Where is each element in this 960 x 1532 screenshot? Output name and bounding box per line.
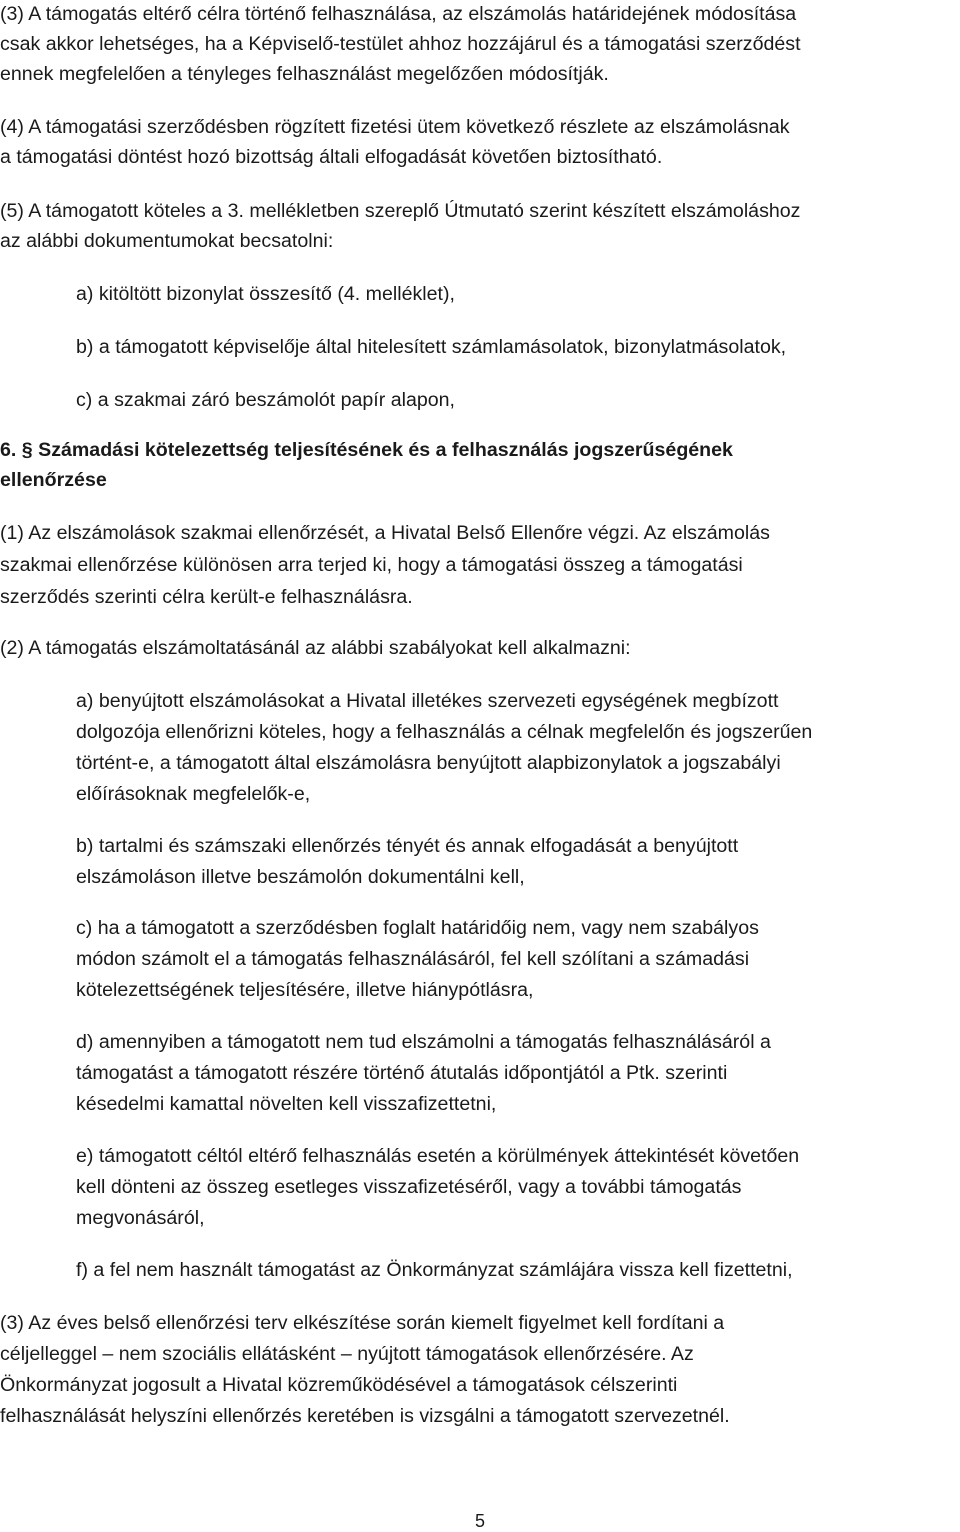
section-6-para-3-line-3: Önkormányzat jogosult a Hivatal közreműködésével a támogatások célszerinti [0, 1374, 678, 1396]
section-6-para-2-item-a-line-2: dolgozója ellenőrizni köteles, hogy a felhasználás a célnak megfelelőn és jogszerűen [76, 721, 813, 743]
paragraph-5-item-b: b) a támogatott képviselője által hitelesített számlamásolatok, bizonylatmásolatok, [76, 336, 787, 358]
paragraph-5-item-a: a) kitöltött bizonylat összesítő (4. melléklet), [76, 283, 455, 305]
section-6-para-1-line-3: szerződés szerinti célra került-e felhasználásra. [0, 586, 413, 608]
section-6-heading-line-1: 6. § Számadási kötelezettség teljesítésének és a felhasználás jogszerűségének [0, 439, 733, 461]
section-6-para-2-item-e-line-2: kell dönteni az összeg esetleges visszafizetéséről, vagy a további támogatás [76, 1176, 742, 1198]
section-6-para-2-item-e-line-3: megvonásáról, [76, 1207, 205, 1229]
paragraph-4-line-1: (4) A támogatási szerződésben rögzített fizetési ütem következő részlete az elszámolásnak [0, 116, 790, 138]
section-6-para-2-item-a-line-1: a) benyújtott elszámolásokat a Hivatal illetékes szervezeti egységének megbízott [76, 690, 779, 712]
section-6-para-1-line-1: (1) Az elszámolások szakmai ellenőrzését, a Hivatal Belső Ellenőre végzi. Az elszámolás [0, 522, 770, 544]
paragraph-5-line-1: (5) A támogatott köteles a 3. mellékletben szereplő Útmutató szerint készített elszámoláshoz [0, 200, 801, 222]
section-6-para-2-item-d-line-2: támogatást a támogatott részére történő átutalás időpontjától a Ptk. szerinti [76, 1062, 728, 1084]
paragraph-3-line-1: (3) A támogatás eltérő célra történő felhasználása, az elszámolás határidejének módosítása [0, 3, 797, 25]
paragraph-5-line-2: az alábbi dokumentumokat becsatolni: [0, 230, 334, 252]
section-6-para-2-item-c-line-2: módon számolt el a támogatás felhasználásáról, fel kell szólítani a számadási [76, 948, 750, 970]
paragraph-4-line-2: a támogatási döntést hozó bizottság általi elfogadását követően biztosítható. [0, 146, 663, 168]
section-6-para-2-item-c-line-3: kötelezettségének teljesítésére, illetve hiánypótlásra, [76, 979, 534, 1001]
section-6-para-2-item-d-line-1: d) amennyiben a támogatott nem tud elszámolni a támogatás felhasználásáról a [76, 1031, 771, 1053]
section-6-para-2-item-f: f) a fel nem használt támogatást az Önkormányzat számlájára vissza kell fizettetni, [76, 1259, 793, 1281]
section-6-para-3-line-4: felhasználását helyszíni ellenőrzés keretében is vizsgálni a támogatott szervezetnél. [0, 1405, 730, 1427]
page-number: 5 [474, 1511, 485, 1531]
section-6-para-2-item-a-line-3: történt-e, a támogatott által elszámolásra benyújtott alapbizonylatok a jogszabályi [76, 752, 781, 774]
section-6-para-2-item-b-line-2: elszámoláson illetve beszámolón dokumentálni kell, [76, 866, 525, 888]
paragraph-3-line-2: csak akkor lehetséges, ha a Képviselő-testület ahhoz hozzájárul és a támogatási szerződést [0, 33, 801, 55]
section-6-para-3-line-2: céljelleggel – nem szociális ellátásként – nyújtott támogatások ellenőrzésére. Az [0, 1343, 694, 1365]
section-6-para-2-item-e-line-1: e) támogatott céltól eltérő felhasználás esetén a körülmények áttekintését követően [76, 1145, 800, 1167]
section-6-para-2-item-c-line-1: c) ha a támogatott a szerződésben foglalt határidőig nem, vagy nem szabályos [76, 917, 759, 939]
section-6-para-2-item-b-line-1: b) tartalmi és számszaki ellenőrzés tényét és annak elfogadását a benyújtott [76, 835, 739, 857]
section-6-para-2-item-a-line-4: előírásoknak megfelelők-e, [76, 783, 311, 805]
section-6-para-2-intro: (2) A támogatás elszámoltatásánál az alábbi szabályokat kell alkalmazni: [0, 637, 631, 659]
section-6-para-3-line-1: (3) Az éves belső ellenőrzési terv elkészítése során kiemelt figyelmet kell fordítani a [0, 1312, 725, 1334]
paragraph-5-item-c: c) a szakmai záró beszámolót papír alapon, [76, 389, 455, 411]
paragraph-3-line-3: ennek megfelelően a tényleges felhasználást megelőzően módosítják. [0, 63, 609, 85]
section-6-para-2-item-d-line-3: késedelmi kamattal növelten kell visszafizettetni, [76, 1093, 497, 1115]
section-6-para-1-line-2: szakmai ellenőrzése különösen arra terjed ki, hogy a támogatási összeg a támogatási [0, 554, 743, 576]
section-6-heading-line-2: ellenőrzése [0, 469, 107, 491]
